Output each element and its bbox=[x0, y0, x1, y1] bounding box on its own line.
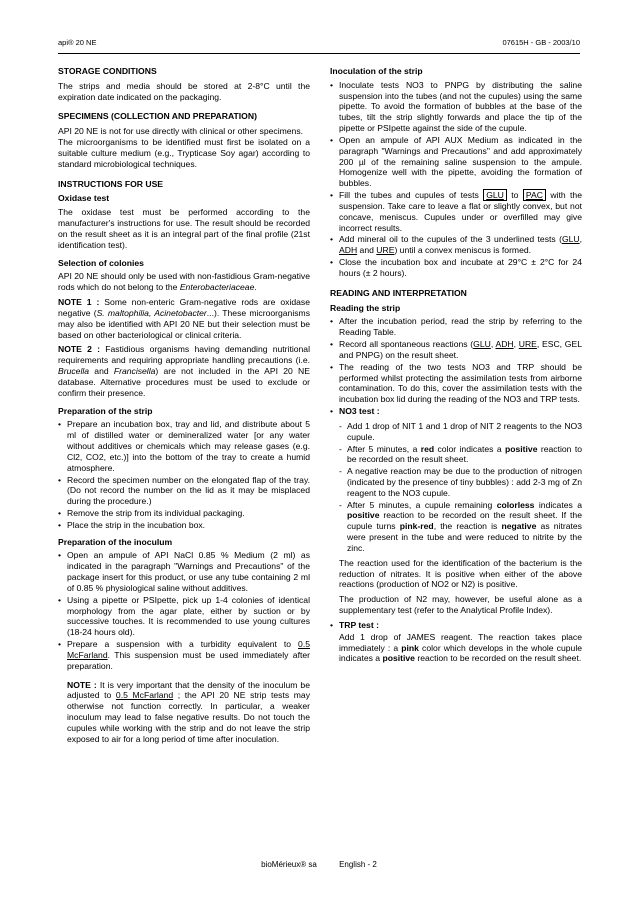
specimens-text-1: API 20 NE is not for use directly with clinical or other specimens. bbox=[58, 126, 304, 137]
list-item: • Prepare a suspension with a turbidity equivalent to 0.5 McFarland. This suspension must be used immediately after preparation. bbox=[58, 639, 310, 671]
prep-inoculum-heading: Preparation of the inoculum bbox=[58, 536, 173, 547]
note-2: NOTE 2 : Fastidious organisms having demanding nutritional requirements and requiring appropriate handling precautions (i.e. Brucella and Francisella) are not included in the API 20 NE database. Alternative procedures must be used to exclude or confirm their presence. bbox=[58, 344, 310, 398]
note-3: NOTE : It is very important that the density of the inoculum be adjusted to 0.5 McFarland ; the API 20 NE strip tests may otherwise not function correctly. In particular, a weaker inoculum may lead to false negative results. Do not touch the cupules while working with the strip and do not leave the strip exposed to air for a long period of time after inoculation. bbox=[67, 679, 310, 744]
list-item: • Prepare an incubation box, tray and lid, and distribute about 5 ml of distilled water or demineralized water [or any water without additives or chemicals which may release gases (e.g. Cl2, CO2, etc.)] into the bottom of the tray to create a humid atmosphere. bbox=[58, 419, 310, 473]
specimens-heading: SPECIMENS (COLLECTION AND PREPARATION) bbox=[58, 111, 257, 122]
reading-section bbox=[330, 288, 582, 665]
reading-list bbox=[330, 316, 582, 416]
instructions-heading: INSTRUCTIONS FOR USE bbox=[58, 178, 164, 189]
header-divider bbox=[58, 53, 580, 54]
inoculation-section bbox=[330, 66, 582, 279]
list-item: - After 5 minutes, a red color indicates a positive reaction to be recorded on the result sheet. bbox=[338, 444, 582, 466]
inoculation-heading: Inoculation of the strip bbox=[330, 66, 423, 76]
list-item: • Open an ampule of API NaCl 0.85 % Medium (2 ml) as indicated in the paragraph "Warnings and Precautions" of the package insert for this product, or use any tube containing 2 ml of 0.85 % physiological saline without additives. bbox=[58, 550, 310, 593]
page-header bbox=[58, 38, 580, 50]
oxidase-text: The oxidase test must be performed according to the manufacturer's instructions for use. The result should be recorded on the result sheet as it is an integral part of the final profile (21st identification test). bbox=[58, 207, 310, 250]
list-item: • Add mineral oil to the cupules of the 3 underlined tests (GLU, ADH and URE) until a convex meniscus is formed. bbox=[330, 234, 582, 256]
inoculation-list bbox=[330, 80, 582, 279]
list-item: • The reading of the two tests NO3 and TRP should be performed whilst protecting the assimilation tests from airborne contamination. To do this, cover the assimilation tests with the incubation box lid during the reading of the NO3 and TRP tests. bbox=[330, 362, 582, 405]
list-item: • Remove the strip from its individual packaging. bbox=[58, 508, 310, 519]
no3-steps bbox=[338, 421, 582, 554]
list-item: • Inoculate tests NO3 to PNPG by distributing the saline suspension into the tubes (and not the cupules) using the same pipette. To avoid the formation of bubbles at the base of the tubes, tilt the strip slightly forwards and place the tip of the pipette or PSIpette against the side of the cupule. bbox=[330, 80, 582, 134]
trp-test-heading: TRP test : bbox=[339, 619, 379, 630]
trp-list bbox=[330, 620, 582, 631]
storage-text: The strips and media should be stored at 2-8°C until the expiration date indicated on the packaging. bbox=[58, 80, 310, 102]
footer-company: bioMérieux® sa bbox=[261, 860, 317, 869]
n2-note: The production of N2 may, however, be useful alone as a supplementary test (refer to the Analytical Profile Index). bbox=[339, 594, 582, 616]
list-item: - After 5 minutes, a cupule remaining colorless indicates a positive reaction to be recorded on the result sheet. If the cupule turns pink-red, the reaction is negative as nitrates were present in the tube and were reduced to nitrite by the zinc. bbox=[338, 500, 582, 554]
right-column bbox=[330, 66, 582, 668]
specimens-text-2: The microorganisms to be identified must first be isolated on a suitable culture medium (e.g., Trypticase Soy agar) according to standard microbiological techniques. bbox=[58, 137, 310, 169]
colonies-text: API 20 NE should only be used with non-fastidious Gram-negative rods which do not belong to the Enterobacteriaceae. bbox=[58, 271, 310, 293]
list-item: • Place the strip in the incubation box. bbox=[58, 520, 310, 531]
list-item bbox=[330, 406, 582, 417]
header-product: api® 20 NE bbox=[58, 38, 97, 47]
oxidase-heading: Oxidase test bbox=[58, 193, 110, 204]
list-item bbox=[330, 620, 582, 631]
page-footer bbox=[0, 860, 638, 870]
prep-strip-list bbox=[58, 419, 310, 530]
storage-heading: STORAGE CONDITIONS bbox=[58, 66, 157, 76]
prep-strip-heading: Preparation of the strip bbox=[58, 405, 153, 416]
list-item: - Add 1 drop of NIT 1 and 1 drop of NIT 2 reagents to the NO3 cupule. bbox=[338, 421, 582, 443]
list-item: • Open an ampule of API AUX Medium as indicated in the paragraph "Warnings and Precautions" and add approximately 200 µl of the remaining saline suspension to the ampule. Homogenize well with the pipette, avoiding the formation of bubbles. bbox=[330, 135, 582, 189]
reading-subheading: Reading the strip bbox=[330, 302, 401, 313]
no3-interpretation: The reaction used for the identification of the bacterium is the reduction of nitrates. It is positive when either of the above reactions (production of NO2 or N2) is positive. bbox=[339, 557, 582, 590]
footer-page: English - 2 bbox=[339, 860, 377, 869]
note-1: NOTE 1 : Some non-enteric Gram-negative rods are oxidase negative (S. maltophilia, Acinetobacter...). These microorganisms may also be identified with API 20 NE but their selection must be based on other bacteriological or clinical criteria. bbox=[58, 297, 310, 340]
colonies-heading: Selection of colonies bbox=[58, 257, 144, 268]
list-item: • Using a pipette or PSIpette, pick up 1-4 colonies of identical morphology from the agar plate, either by suction or by successive touches. It is recommended to use young cultures (18-24 hours old). bbox=[58, 595, 310, 638]
prep-inoculum-list bbox=[58, 550, 310, 671]
header-reference: 07615H - GB - 2003/10 bbox=[502, 38, 580, 47]
trp-text: Add 1 drop of JAMES reagent. The reaction takes place immediately : a pink color which develops in the whole cupule indicates a positive reaction to be recorded on the result sheet. bbox=[339, 631, 583, 664]
test-box-glu: GLU bbox=[483, 189, 507, 201]
instructions-section bbox=[58, 179, 310, 745]
left-column bbox=[58, 66, 310, 749]
list-item: • Record all spontaneous reactions (GLU, ADH, URE, ESC, GEL and PNPG) on the result sheet. bbox=[330, 339, 582, 361]
list-item: • Close the incubation box and incubate at 29°C ± 2°C for 24 hours (± 2 hours). bbox=[330, 257, 582, 279]
list-item: - A negative reaction may be due to the production of nitrogen (indicated by the presence of tiny bubbles) : add 2-3 mg of Zn reagent to the NO3 cupule. bbox=[338, 466, 582, 498]
no3-test-heading: NO3 test : bbox=[339, 406, 380, 417]
list-item: • Fill the tubes and cupules of tests GLU to PAC with the suspension. Take care to leave a flat or slightly convex, but not concave, meniscus. Cupules under or overfilled may give incorrect results. bbox=[330, 190, 582, 233]
storage-section bbox=[58, 66, 310, 102]
list-item: • After the incubation period, read the strip by referring to the Reading Table. bbox=[330, 316, 582, 338]
test-box-pac: PAC bbox=[523, 189, 546, 201]
reading-heading: READING AND INTERPRETATION bbox=[330, 287, 467, 298]
list-item: • Record the specimen number on the elongated flap of the tray. (Do not record the number on the lid as it may be misplaced during the procedure.) bbox=[58, 475, 310, 507]
specimens-section bbox=[58, 111, 310, 169]
